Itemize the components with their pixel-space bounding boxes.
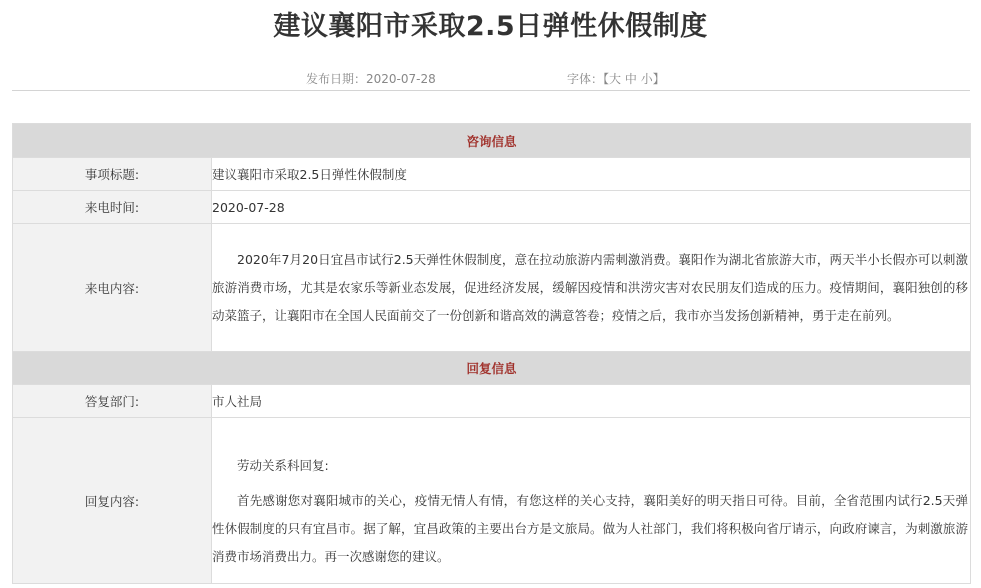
publish-date: 发布日期：2020-07-28 — [306, 72, 436, 86]
reply-content-text: 首先感谢您对襄阳城市的关心，疫情无情人有情，有您这样的关心支持，襄阳美好的明天指日可待。目前，全省范围内试行2.5天弹性休假制度的只有宜昌市。据了解，宜昌政策的主要出台方是文旅局。做为人社部门，我们将积极向省厅请示，向政府谏言，为刺激旅游消费市场消费出力。再一次感谢您的建议。 — [212, 493, 969, 564]
reply-content-label: 回复内容: — [13, 418, 212, 584]
department-row — [13, 385, 971, 418]
article-title: 建议襄阳市采取2.5日弹性休假制度 — [273, 11, 708, 42]
header-divider — [12, 90, 970, 91]
reply-section-row — [13, 352, 971, 385]
font-size-medium-link[interactable]: 中 — [624, 72, 637, 86]
call-time-label: 来电时间: — [13, 191, 212, 224]
subject-label: 事项标题: — [13, 158, 212, 191]
font-size-large-link[interactable]: 大 — [609, 72, 622, 86]
font-size-small-link[interactable]: 小 — [640, 72, 653, 86]
call-content-text: 2020年7月20日宜昌市试行2.5天弹性休假制度，意在拉动旅游内需刺激消费。襄阳作为湖北省旅游大市，两天半小长假亦可以刺激旅游消费市场，尤其是农家乐等新业态发展，促进经济发展，缓解因疫情和洪涝灾害对农民朋友们造成的压力。疫情期间，襄阳独创的移动菜篮子，让襄阳市在全国人民面前交了一份创新和谐高效的满意答卷；疫情之后，我市亦当发扬创新精神，勇于走在前列。 — [212, 251, 969, 323]
subject-value: 建议襄阳市采取2.5日弹性休假制度 — [212, 158, 971, 191]
article-meta — [0, 70, 981, 86]
department-label: 答复部门: — [13, 385, 212, 418]
call-time-row — [13, 191, 971, 224]
font-size-switcher — [567, 70, 665, 87]
consult-section-title: 咨询信息 — [13, 124, 971, 158]
reply-section-title: 回复信息 — [13, 352, 971, 385]
call-content-label: 来电内容: — [13, 224, 212, 352]
info-table — [12, 123, 971, 584]
call-content-cell — [212, 224, 971, 352]
department-value: 市人社局 — [212, 385, 971, 418]
reply-content-row — [13, 418, 971, 584]
reply-content-cell — [212, 418, 971, 584]
font-size-label: 字体： — [567, 72, 604, 86]
consult-section-row — [13, 124, 971, 158]
font-size-close-bracket: 】 — [652, 72, 665, 86]
call-time-value: 2020-07-28 — [212, 191, 971, 224]
reply-content-heading: 劳动关系科回复: — [237, 458, 329, 473]
subject-row — [13, 158, 971, 191]
call-content-row — [13, 224, 971, 352]
font-size-open-bracket: 【 — [603, 72, 610, 86]
